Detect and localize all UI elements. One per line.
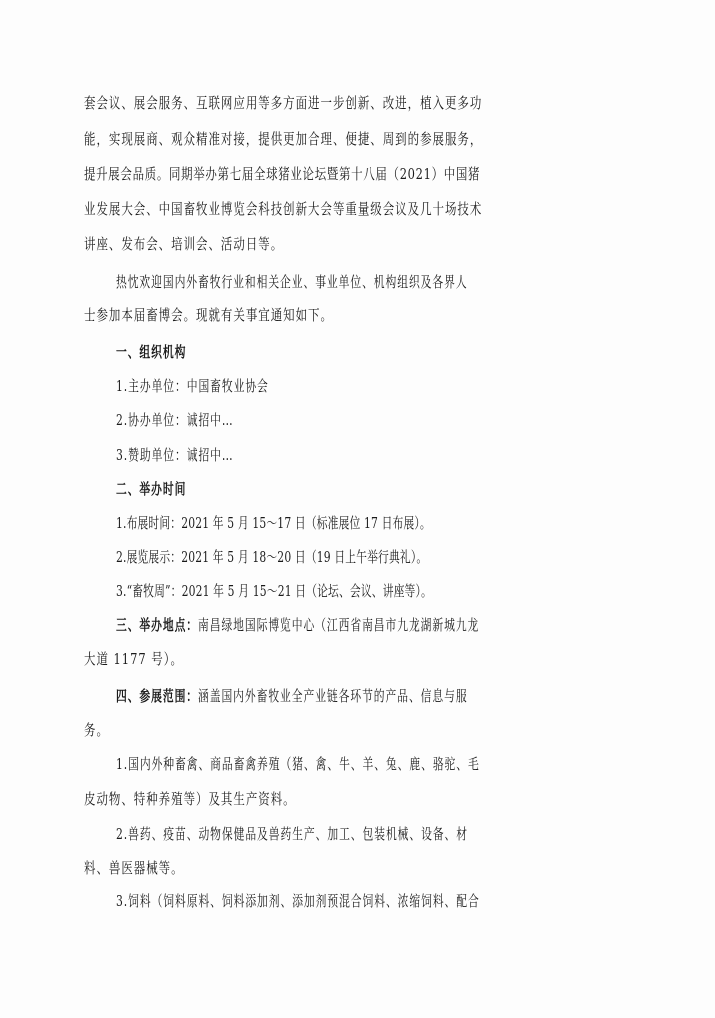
text-line: 务。 — [84, 721, 109, 739]
text-line: 料、兽医器械等。 — [84, 859, 184, 877]
paragraph-line — [84, 648, 630, 669]
paragraph-line — [84, 198, 630, 219]
paragraph-line — [116, 685, 630, 706]
text-line: 套会议、展会服务、互联网应用等多方面进一步创新、改进，植入更多功 — [84, 94, 483, 112]
paragraph-line — [84, 788, 630, 809]
list-item — [116, 512, 630, 533]
text-line: 2.展览展示：2021 年 5 月 18～20 日（19 日上午举行典礼）。 — [116, 548, 428, 566]
paragraph-line — [84, 304, 630, 325]
text-line: 热忱欢迎国内外畜牧行业和相关企业、事业单位、机构组织及各界人 — [116, 273, 468, 291]
list-item — [116, 580, 630, 601]
text-line: 1.国内外种畜禽、商品畜禽养殖（猪、禽、牛、羊、兔、鹿、骆驼、毛 — [116, 755, 480, 773]
text-line: 提升展会品质。同期举办第七届全球猪业论坛暨第十八届（2021）中国猪 — [84, 165, 481, 183]
text-line: 1.布展时间：2021 年 5 月 15～17 日（标准展位 17 日布展）。 — [116, 514, 431, 532]
text-line: 南昌绿地国际博览中心（江西省南昌市九龙湖新城九龙 — [198, 616, 480, 634]
list-item — [116, 444, 630, 465]
paragraph-line — [84, 128, 630, 149]
text-line: 士参加本届畜博会。现就有关事宜通知如下。 — [84, 306, 333, 324]
section-heading — [116, 341, 630, 362]
text-line: 涵盖国内外畜牧业全产业链各环节的产品、信息与服 — [198, 687, 468, 705]
text-line: 能，实现展商、观众精准对接，提供更加合理、便捷、周到的参展服务， — [84, 130, 483, 148]
text-line: 3.饲料（饲料原料、饲料添加剂、添加剂预混合饲料、浓缩饲料、配合 — [116, 892, 480, 910]
list-item — [116, 409, 630, 430]
paragraph-line — [84, 92, 630, 113]
text-line: 皮动物、特种养殖等）及其生产资料。 — [84, 790, 296, 808]
text-line: 3.“畜牧周”：2021 年 5 月 15～21 日（论坛、会议、讲座等）。 — [116, 582, 432, 600]
paragraph-line — [116, 271, 630, 292]
heading-text: 二、举办时间 — [116, 480, 187, 498]
heading-text: 三、举办地点： — [116, 616, 199, 634]
text-line: 讲座、发布会、培训会、活动日等。 — [84, 235, 284, 253]
heading-text: 一、组织机构 — [116, 343, 187, 361]
paragraph-line — [116, 823, 630, 844]
text-line: 大道 1177 号）。 — [84, 650, 183, 668]
text-line: 2.兽药、疫苗、动物保健品及兽药生产、加工、包装机械、设备、材 — [116, 825, 468, 843]
section-heading — [116, 478, 630, 499]
text-line: 业发展大会、中国畜牧业博览会科技创新大会等重量级会议及几十场技术 — [84, 200, 483, 218]
text-line: 2.协办单位：诚招中… — [116, 411, 234, 429]
paragraph-line — [84, 857, 630, 878]
paragraph-line — [84, 233, 630, 254]
paragraph-line — [116, 890, 630, 911]
heading-text: 四、参展范围： — [116, 687, 199, 705]
paragraph-line — [116, 614, 630, 635]
text-line: 3.赞助单位：诚招中… — [116, 446, 234, 464]
list-item — [116, 375, 630, 396]
paragraph-line — [84, 719, 630, 740]
list-item — [116, 546, 630, 567]
paragraph-line — [84, 163, 630, 184]
paragraph-line — [116, 753, 630, 774]
text-line: 1.主办单位：中国畜牧业协会 — [116, 377, 269, 395]
